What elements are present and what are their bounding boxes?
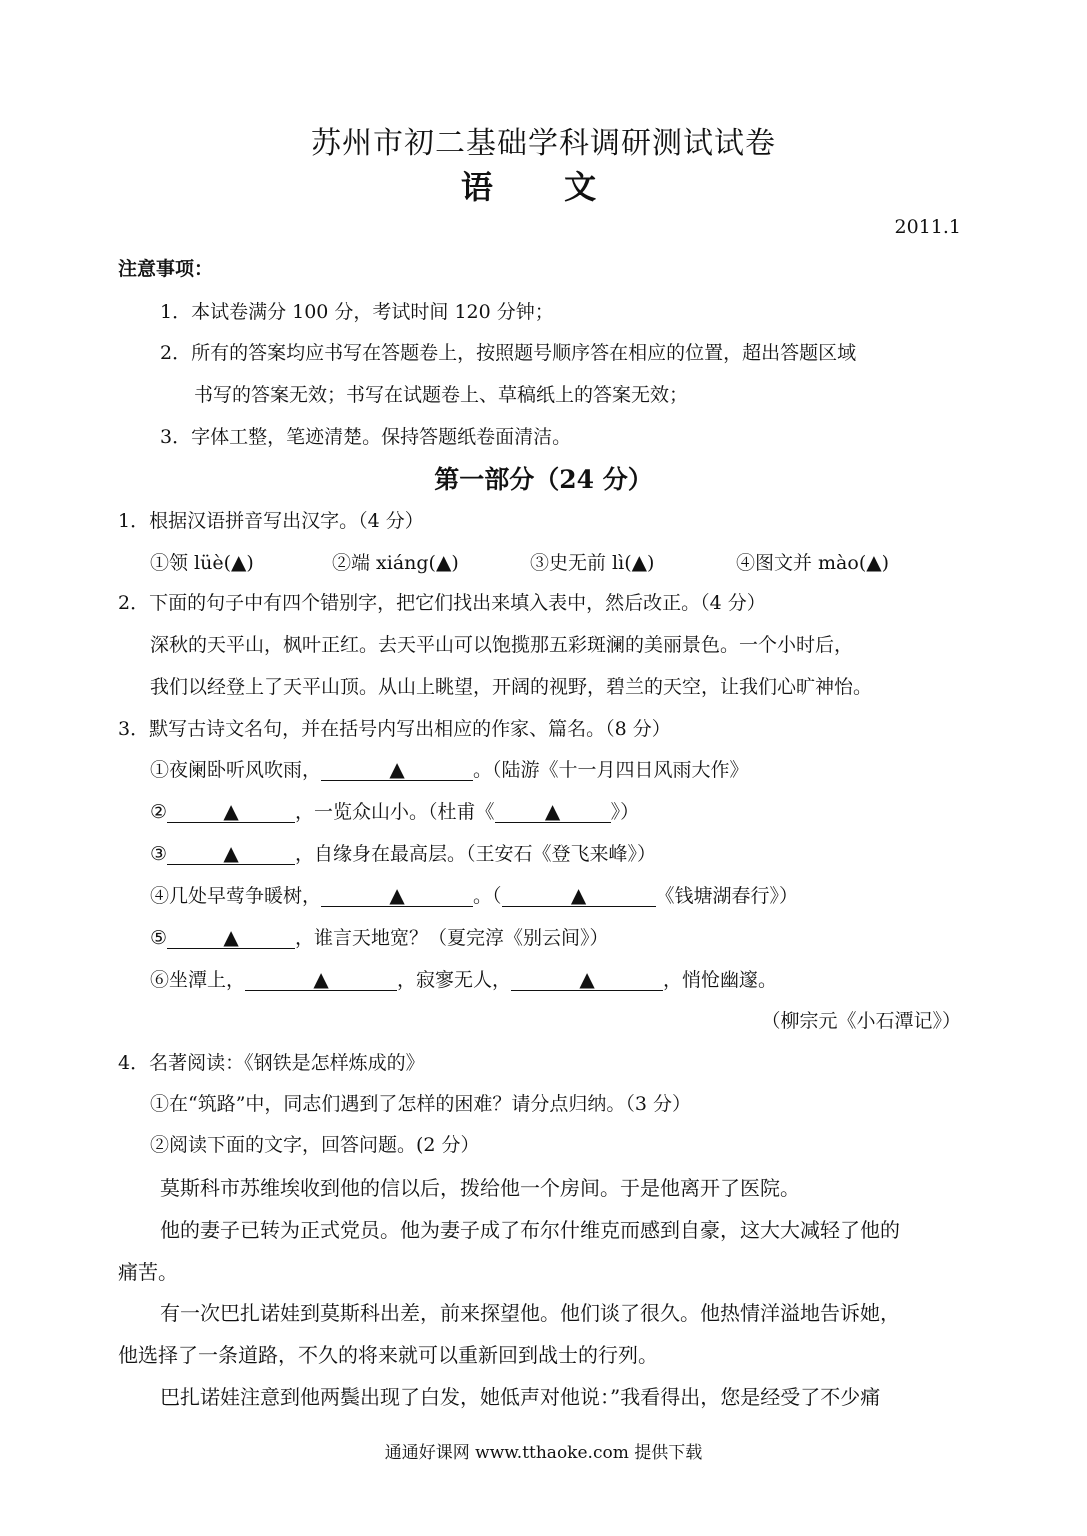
answer-blank: ▲ bbox=[167, 842, 295, 865]
q3-line-3 bbox=[150, 841, 656, 867]
q3-line-3-b: ，自缘身在最高层。（王安石《登飞来峰》） bbox=[295, 843, 657, 865]
q4-sub-2: ②阅读下面的文字，回答问题。(2 分） bbox=[150, 1134, 480, 1156]
q1-close: ) bbox=[647, 552, 655, 574]
section-title: 第一部分（24 分） bbox=[434, 465, 653, 494]
passage-p4: 巴扎诺娃注意到他两鬓出现了白发，她低声对他说：”我看得出，您是经受了不少痛 bbox=[160, 1385, 881, 1409]
answer-mark: ▲ bbox=[435, 550, 452, 574]
answer-blank: ▲ bbox=[167, 800, 295, 823]
q2-stem: 2．下面的句子中有四个错别字，把它们找出来填入表中，然后改正。（4 分） bbox=[118, 592, 766, 614]
q1-item-2-text: ②端 xiáng( bbox=[332, 552, 436, 574]
subject-title: 语 文 bbox=[460, 168, 627, 206]
exam-title: 苏州市初二基础学科调研测试试卷 bbox=[311, 126, 776, 161]
q2-text-2: 我们以经登上了天平山顶。从山上眺望，开阔的视野，碧兰的天空，让我们心旷神怡。 bbox=[150, 676, 873, 698]
q3-line-3-a: ③ bbox=[150, 843, 168, 865]
q3-line-5-b: ，谁言天地宽？（夏完淳《别云间》） bbox=[295, 927, 609, 949]
q1-item-3-text: ③史无前 lì( bbox=[530, 552, 632, 574]
q3-line-2 bbox=[150, 799, 639, 825]
q4-stem: 4．名著阅读：《钢铁是怎样炼成的》 bbox=[118, 1052, 425, 1074]
q3-line-2-a: ② bbox=[150, 801, 168, 823]
answer-blank: ▲ bbox=[321, 758, 473, 781]
q1-item-4 bbox=[736, 549, 889, 576]
notice-item-2: 2．所有的答案均应书写在答题卷上，按照题号顺序答在相应的位置，超出答题区域 bbox=[160, 342, 857, 364]
q1-item-3 bbox=[530, 549, 654, 576]
q1-close: ) bbox=[246, 552, 254, 574]
q3-line-4 bbox=[150, 883, 798, 909]
q3-line-6-c: ，悄怆幽邃。 bbox=[663, 969, 778, 991]
q3-line-1 bbox=[150, 757, 749, 783]
page-footer: 通通好课网 www.tthaoke.com 提供下载 bbox=[384, 1443, 703, 1463]
q1-item-4-text: ④图文并 mào( bbox=[736, 552, 867, 574]
notice-heading: 注意事项： bbox=[118, 258, 214, 280]
notice-item-1: 1．本试卷满分 100 分，考试时间 120 分钟； bbox=[160, 301, 554, 323]
q3-line-1-a: ①夜阑卧听风吹雨， bbox=[150, 759, 322, 781]
q1-close: ) bbox=[881, 552, 890, 574]
q3-line-6 bbox=[150, 967, 777, 993]
q3-line-4-a: ④几处早莺争暖树， bbox=[150, 885, 322, 907]
notice-item-2-cont: 书写的答案无效；书写在试题卷上、草稿纸上的答案无效； bbox=[194, 384, 689, 406]
q3-line-5-a: ⑤ bbox=[150, 927, 168, 949]
answer-blank: ▲ bbox=[245, 968, 397, 991]
passage-p1: 莫斯科市苏维埃收到他的信以后，拨给他一个房间。于是他离开了医院。 bbox=[160, 1176, 800, 1200]
answer-blank: ▲ bbox=[502, 884, 656, 907]
notice-item-3: 3．字体工整，笔迹清楚。保持答题纸卷面清洁。 bbox=[160, 426, 572, 448]
answer-blank: ▲ bbox=[511, 968, 663, 991]
q2-text-1: 深秋的天平山，枫叶正红。去天平山可以饱揽那五彩斑澜的美丽景色。一个小时后， bbox=[150, 634, 854, 656]
q1-item-1-text: ①领 lüè( bbox=[150, 552, 232, 574]
q3-line-4-c: 《钱塘湖春行》） bbox=[655, 885, 799, 907]
answer-mark: ▲ bbox=[631, 550, 647, 574]
q1-stem: 1．根据汉语拼音写出汉字。（4 分） bbox=[118, 510, 424, 532]
q3-line-4-b: 。（ bbox=[473, 885, 502, 907]
answer-mark: ▲ bbox=[866, 550, 882, 574]
answer-mark: ▲ bbox=[231, 550, 247, 574]
q3-line-6-b: ，寂寥无人， bbox=[397, 969, 512, 991]
passage-p2: 他的妻子已转为正式党员。他为妻子成了布尔什维克而感到自豪，这大大减轻了他的 bbox=[160, 1218, 900, 1242]
passage-p3-cont: 他选择了一条道路，不久的将来就可以重新回到战士的行列。 bbox=[118, 1343, 658, 1367]
q3-line-2-b: ，一览众山小。（杜甫《 bbox=[295, 801, 495, 823]
answer-blank: ▲ bbox=[321, 884, 473, 907]
passage-p3: 有一次巴扎诺娃到莫斯科出差，前来探望他。他们谈了很久。他热情洋溢地告诉她， bbox=[160, 1301, 900, 1325]
q4-sub-1: ①在“筑路”中，同志们遇到了怎样的困难？请分点归纳。（3 分） bbox=[150, 1093, 692, 1115]
q3-stem: 3．默写古诗文名句，并在括号内写出相应的作家、篇名。（8 分） bbox=[118, 718, 671, 740]
q3-line-2-c: 》） bbox=[610, 801, 640, 823]
answer-blank: ▲ bbox=[167, 926, 295, 949]
exam-date: 2011.1 bbox=[894, 216, 961, 238]
q3-line-6-source: （柳宗元《小石潭记》） bbox=[761, 1010, 961, 1032]
q1-item-2 bbox=[332, 549, 459, 576]
answer-blank: ▲ bbox=[495, 800, 611, 823]
q3-line-5 bbox=[150, 925, 609, 951]
q1-close: ) bbox=[451, 552, 459, 574]
q3-line-1-b: 。（陆游《十一月四日风雨大作》 bbox=[473, 759, 749, 781]
q1-item-1 bbox=[150, 549, 254, 576]
q3-line-6-a: ⑥坐潭上， bbox=[150, 969, 246, 991]
passage-p2-cont: 痛苦。 bbox=[118, 1260, 178, 1284]
